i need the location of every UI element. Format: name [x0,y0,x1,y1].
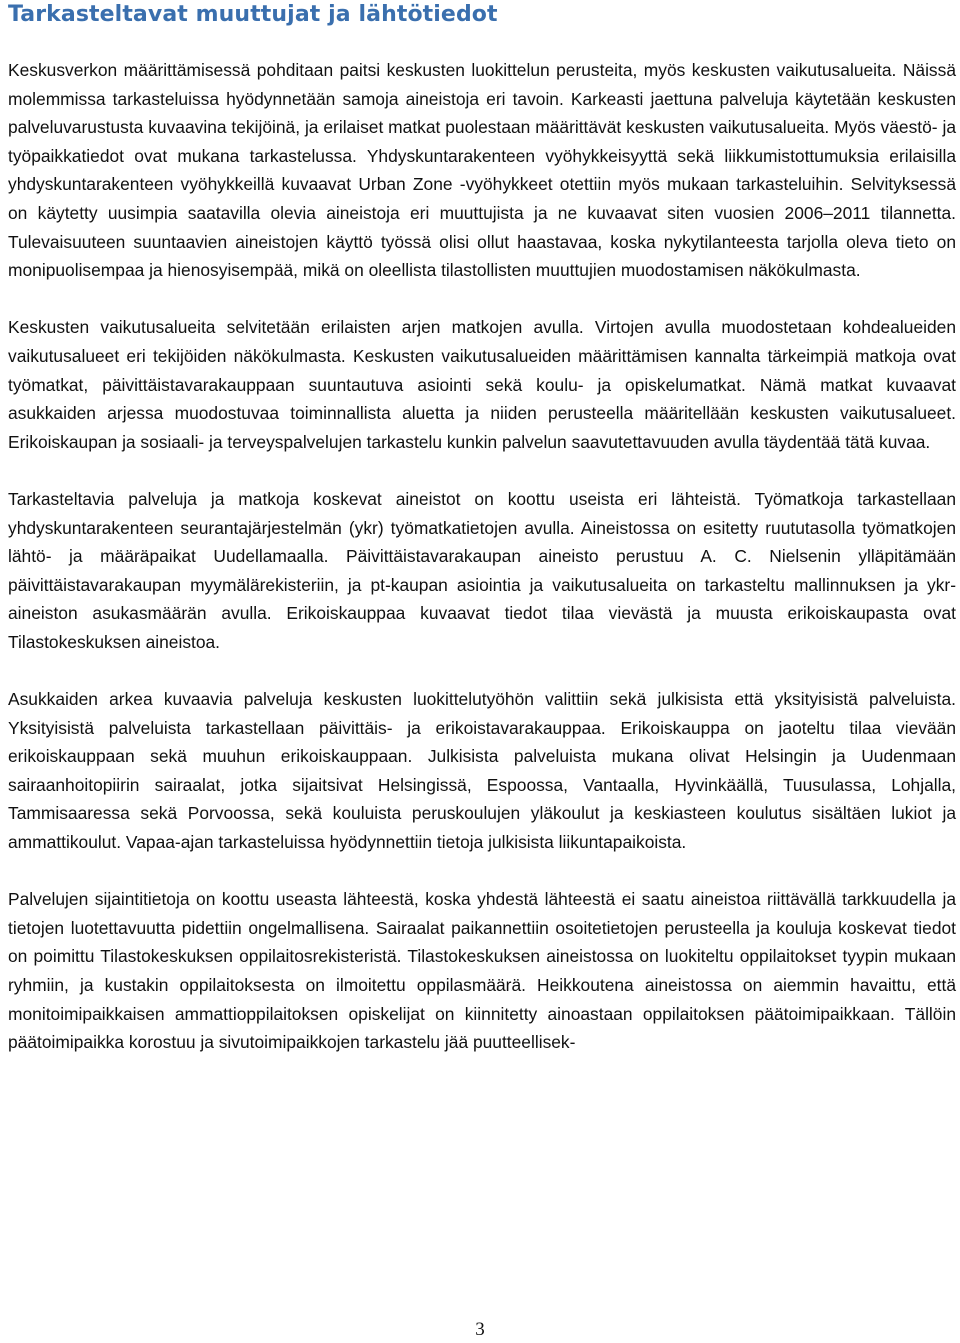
body-text [8,56,956,1057]
paragraph: Tarkasteltavia palveluja ja matkoja koskevat aineistot on koottu useista eri lähteistä. Työmatkoja tarkastellaan yhdyskuntarakenteen seurantajärjestelmän (ykr) työmatkatietojen avulla. Aineistossa on esitetty ruututasolla työmatkojen lähtö- ja määräpaikat Uudellamaalla. Päivittäistavarakaupan aineisto perustuu A. C. Nielsenin ylläpitämään päivittäistavarakaupan myymälärekisteriin, ja pt-kaupan asiointia ja vaikutusalueita on tarkasteltu mallinnuksen ja ykr-aineiston asukasmäärän avulla. Erikoiskauppaa kuvaavat tiedot tilaa vievästä ja muusta erikoiskaupasta ovat Tilastokeskuksen aineistoa. [8,488,956,652]
paragraph: Asukkaiden arkea kuvaavia palveluja keskusten luokittelutyöhön valittiin sekä julkisista että yksityisistä palveluista. Yksityisistä palveluista tarkastellaan päivittäis- ja erikoistavarakauppaa. Erikoiskauppa on jaoteltu tilaa vievään erikoiskauppaan sekä muuhun erikoiskauppaan. Julkisista palveluista mukana olivat Helsingin ja Uudenmaan sairaanhoitopiirin sairaalat, jotka sijaitsivat Helsingissä, Espoossa, Vantaalla, Hyvinkäällä, Tuusulassa, Lohjalla, Tammisaaressa sekä Porvoossa, sekä kouluista peruskoulujen yläkoulut ja keskiasteen koulutus sisältäen lukiot ja ammattikoulut. Vapaa-ajan tarkasteluissa hyödynnettiin tietoja julkisista liikuntapaikoista. [8,689,956,853]
section-heading: Tarkasteltavat muuttujat ja lähtötiedot [8,2,498,27]
document-page [8,0,956,1057]
paragraph: Keskusverkon määrittämisessä pohditaan paitsi keskusten luokittelun perusteita, myös keskusten vaikutusalueita. Näissä molemmissa tarkasteluissa hyödynnetään samoja aineistoja eri tavoin. Karkeasti jaettuna palveluja käytetään keskusten palveluvarustusta kuvaavina tekijöinä, ja erilaiset matkat puolestaan määrittävät keskusten vaikutusalueita. Myös väestö- ja työpaikkatiedot ovat mukana tarkastelussa. Yhdyskuntarakenteen vyöhykkeisyyttä sekä liikkumistottumuksia erilaisilla yhdyskuntarakenteen vyöhykkeillä kuvaavat Urban Zone -vyöhykkeet otettiin myös mukaan tarkasteluihin. Selvityksessä on käytetty uusimpia saatavilla olevia aineistoja eri muuttujista ja ne kuvaavat siten vuosien 2006–2011 tilannetta. Tulevaisuuteen suuntaavien aineistojen käyttö työssä olisi ollut haastavaa, koska nykytilanteesta tarjolla oleva tieto on monipuolisempaa ja hienosyisempää, mikä on oleellista tilastollisten muuttujien muodostamisen näkökulmasta. [8,60,956,281]
paragraph: Keskusten vaikutusalueita selvitetään erilaisten arjen matkojen avulla. Virtojen avulla muodostetaan kohdealueiden vaikutusalueet eri tekijöiden näkökulmasta. Keskusten vaikutusalueiden määrittämisen kannalta tärkeimpiä matkoja ovat työmatkat, päivittäistavarakauppaan suuntautuva asiointi sekä koulu- ja opiskelumatkat. Nämä matkat kuvaavat asukkaiden arjessa muodostuvaa toiminnallista aluetta ja niiden perusteella määritellään keskusten vaikutusalueet. Erikoiskaupan ja sosiaali- ja terveyspalvelujen tarkastelu kunkin palvelun saavutettavuuden avulla täydentää tätä kuvaa. [8,317,956,452]
paragraph: Palvelujen sijaintitietoja on koottu useasta lähteestä, koska yhdestä lähteestä ei saatu aineistoa riittävällä tarkkuudella ja tietojen luotettavuutta pidettiin ongelmallisena. Sairaalat paikannettiin osoitetietojen perusteella ja kouluja koskevat tiedot on poimittu Tilastokeskuksen oppilaitosrekisteristä. Tilastokeskuksen aineistossa on luokiteltu oppilaitokset tyypin mukaan ryhmiin, ja kustakin oppilaitoksesta on ilmoitettu oppilasmäärä. Heikkoutena aineistossa on aiemmin havaittu, että monitoimipaikkaisen ammattioppilaitoksen opiskelijat on kiinnitetty ainoastaan oppilaitoksen päätoimipaikkaan. Tällöin päätoimipaikka korostuu ja sivutoimipaikkojen tarkastelu jää puutteellisek- [8,889,956,1053]
page-number: 3 [475,1319,485,1340]
